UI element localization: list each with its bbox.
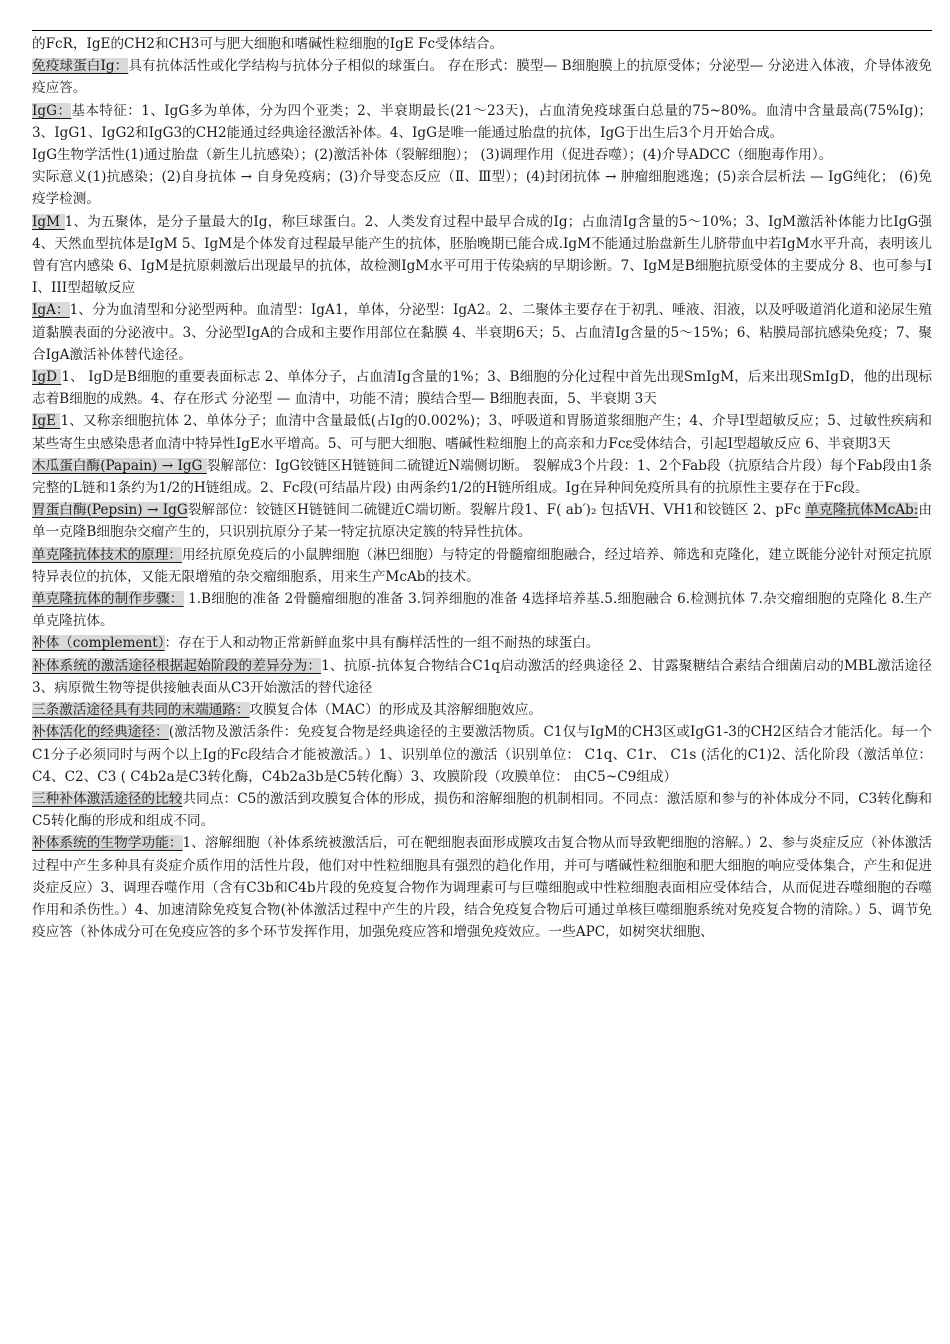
paragraph-iga: IgA：1、分为血清型和分泌型两种。血清型：IgA1，单体，分泌型：IgA2。2、二聚体主要存在于初乳、唾液、泪液，以及呼吸道消化道和泌尿生殖道黏膜表面的分泌液中。3、分泌型IgA的合成和主要作用部位在黏膜 4、半衰期6天；5、占血清Ig含量的5～15%；6、粘膜局部抗感染免疫；7、聚合IgA激活补体替代途径。 <box>32 302 932 363</box>
paragraph-comparison: 三种补体激活途径的比较共同点：C5的激活到攻膜复合体的形成，损伤和溶解细胞的机制相同。不同点：激活原和参与的补体成分不同，C3转化酶和C5转化酶的形成和组成不同。 <box>32 790 932 830</box>
term-igd: IgD <box>32 369 62 386</box>
term-mcab-principle: 单克隆抗体技术的原理： <box>32 546 183 563</box>
paragraph-pepsin: 胃蛋白酶(Pepsin) → IgG裂解部位：铰链区H链链间二硫键近C端切断。裂解片段1、F( ab′)₂ 包括VH、VH1和铰链区 2、pFc 单克隆抗体McAb:由单一克隆B细胞杂交瘤产生的，只识别抗原分子某一特定抗原决定簇的特异性抗体。 <box>32 502 932 541</box>
paragraph-mcab-steps: 单克隆抗体的制作步骤： 1.B细胞的准备 2骨髓瘤细胞的准备 3.饲养细胞的准备 4选择培养基.5.细胞融合 6.检测抗体 7.杂交瘤细胞的克隆化 8.生产单克隆抗体。 <box>32 591 932 630</box>
term-igm: IgM <box>32 213 65 230</box>
term-ig: 免疫球蛋白Ig： <box>32 58 129 75</box>
term-classical-pathway: 补体活化的经典途径： <box>32 724 169 741</box>
paragraph-igg-significance: 实际意义(1)抗感染；(2)自身抗体 → 自身免疫病；(3)介导变态反应（Ⅱ、Ⅲ型）；(4)封闭抗体 → 肿瘤细胞逃逸；(5)亲合层析法 — IgG纯化； (6)免疫学检测。 <box>32 169 932 208</box>
paragraph-activation-pathways: 补体系统的激活途径根据起始阶段的差异分为：1、抗原-抗体复合物结合C1q启动激活的经典途径 2、甘露聚糖结合素结合细菌启动的MBL激活途径 3、病原微生物等提供接触表面从C3开始激活的替代途径 <box>32 657 932 696</box>
document-page <box>32 30 932 1333</box>
term-pepsin: 胃蛋白酶(Pepsin) → IgG <box>32 502 188 519</box>
paragraph-igd: IgD 1、 IgD是B细胞的重要表面标志 2、单体分子，占血清Ig含量的1%；3、B细胞的分化过程中首先出现SmIgM，后来出现SmIgD，他的出现标志着B细胞的成熟。4、存在形式 分泌型 — 血清中，功能不清；膜结合型— B细胞表面，5、半衰期 3天 <box>32 369 932 408</box>
term-functions: 补体系统的生物学功能： <box>32 835 183 852</box>
term-iga: IgA： <box>32 302 70 319</box>
term-complement: 补体（complement） <box>32 635 165 652</box>
term-mcab-steps: 单克隆抗体的制作步骤： <box>32 591 184 608</box>
paragraph-classical-pathway: 补体活化的经典途径：(激活物及激活条件：免疫复合物是经典途径的主要激活物质。C1仅与IgM的CH3区或IgG1-3的CH2区结合才能活化。每一个C1分子必须同时与两个以上Ig的Fc段结合才能被激活。）1、识别单位的激活（识别单位： C1q、C1r、 C1s (活化的C1)2、活化阶段（激活单位： C4、C2、C3 ( C4b2a是C3转化酶，C4b2a3b是C5转化酶）3、攻膜阶段（攻膜单位： 由C5~C9组成） <box>32 724 932 785</box>
paragraph-terminal-pathway: 三条激活途径具有共同的末端通路：攻膜复合体（MAC）的形成及其溶解细胞效应。 <box>32 702 542 719</box>
paragraph-fcr: 的FcR，IgE的CH2和CH3可与肥大细胞和嗜碱性粒细胞的IgE Fc受体结合。 <box>32 36 504 52</box>
term-ige: IgE <box>32 413 61 430</box>
paragraph-ig: 免疫球蛋白Ig：具有抗体活性或化学结构与抗体分子相似的球蛋白。 存在形式：膜型— B细胞膜上的抗原受体；分泌型— 分泌进入体液，介导体液免疫应答。 <box>32 58 932 97</box>
paragraph-igg-activity: IgG生物学活性(1)通过胎盘（新生儿抗感染）；(2)激活补体（裂解细胞）； (3)调理作用（促进吞噬）；(4)介导ADCC（细胞毒作用）。 <box>32 147 833 164</box>
paragraph-igm: IgM 1、为五聚体，是分子量最大的Ig，称巨球蛋白。2、人类发育过程中最早合成的Ig；占血清Ig含量的5～10%；3、IgM激活补体能力比IgG强 4、天然血型抗体是IgM 5、IgM是个体发育过程最早能产生的抗体，胚胎晚期已能合成.IgM不能通过胎盘新生儿脐带血中若IgM水平升高，表明该儿曾有宫内感染 6、IgM是抗原刺激后出现最早的抗体，故检测IgM水平可用于传染病的早期诊断。7、IgM是B细胞抗原受体的主要成分 8、也可参与II、III型超敏反应 <box>32 213 932 297</box>
term-activation-pathways: 补体系统的激活途径根据起始阶段的差异分为： <box>32 657 322 674</box>
term-igg: IgG： <box>32 102 72 119</box>
paragraph-igg: IgG：基本特征：1、IgG多为单体，分为四个亚类；2、半衰期最长(21～23天)，占血清免疫球蛋白总量的75~80%。血清中含量最高(75%Ig)；3、IgG1、IgG2和IgG3的CH2能通过经典途径激活补体。4、IgG是唯一能通过胎盘的抗体，IgG于出生后3个月开始合成。 <box>32 102 932 141</box>
paragraph-mcab-principle: 单克隆抗体技术的原理：用经抗原免疫后的小鼠脾细胞（淋巴细胞）与特定的骨髓瘤细胞融合，经过培养、筛选和克隆化，建立既能分泌针对预定抗原特异表位的抗体，又能无限增殖的杂交瘤细胞系，用来生产McAb的技术。 <box>32 546 932 585</box>
term-terminal-pathway: 三条激活途径具有共同的末端通路： <box>32 702 250 719</box>
paragraph-functions: 补体系统的生物学功能：1、溶解细胞（补体系统被激活后，可在靶细胞表面形成膜攻击复合物从而导致靶细胞的溶解。）2、参与炎症反应（补体激活过程中产生多种具有炎症介质作用的活性片段，他们对中性粒细胞具有强烈的趋化作用，并可与嗜碱性粒细胞和肥大细胞的响应受体集合，产生和促进炎症反应）3、调理吞噬作用（含有C3b和C4b片段的免疫复合物作为调理素可与巨噬细胞或中性粒细胞表面相应受体结合，从而促进吞噬细胞的吞噬作用和杀伤性。）4、加速清除免疫复合物(补体激活过程中产生的片段，结合免疫复合物后可通过单核巨噬细胞系统对免疫复合物的清除。）5、调节免疫应答（补体成分可在免疫应答的多个环节发挥作用，加强免疫应答和增强免疫效应。一些APC，如树突状细胞、 <box>32 835 932 941</box>
paragraph-papain: 木瓜蛋白酶(Papain) → IgG 裂解部位：IgG铰链区H链链间二硫键近N端侧切断。 裂解成3个片段：1、2个Fab段（抗原结合片段）每个Fab段由1条完整的L链和1条约为1/2的H链组成。2、Fc段(可结晶片段) 由两条约1/2的H链所组成。Ig在异种间免疫所具有的抗原性主要存在于Fc段。 <box>32 457 932 497</box>
term-mcab: 单克隆抗体McAb: <box>805 502 919 519</box>
paragraph-ige: IgE 1、又称亲细胞抗体 2、单体分子；血清中含量最低(占Ig的0.002%)；3、呼吸道和胃肠道浆细胞产生；4、介导Ⅰ型超敏反应；5、过敏性疾病和某些寄生虫感染患者血清中特异性IgE水平增高。5、可与肥大细胞、嗜碱性粒细胞上的高亲和力Fcε受体结合，引起Ⅰ型超敏反应 6、半衰期3天 <box>32 413 932 452</box>
term-comparison: 三种补体激活途径的比较 <box>32 790 183 807</box>
term-papain: 木瓜蛋白酶(Papain) → IgG <box>32 457 207 474</box>
paragraph-complement: 补体（complement）：存在于人和动物正常新鲜血浆中具有酶样活性的一组不耐热的球蛋白。 <box>32 635 600 652</box>
